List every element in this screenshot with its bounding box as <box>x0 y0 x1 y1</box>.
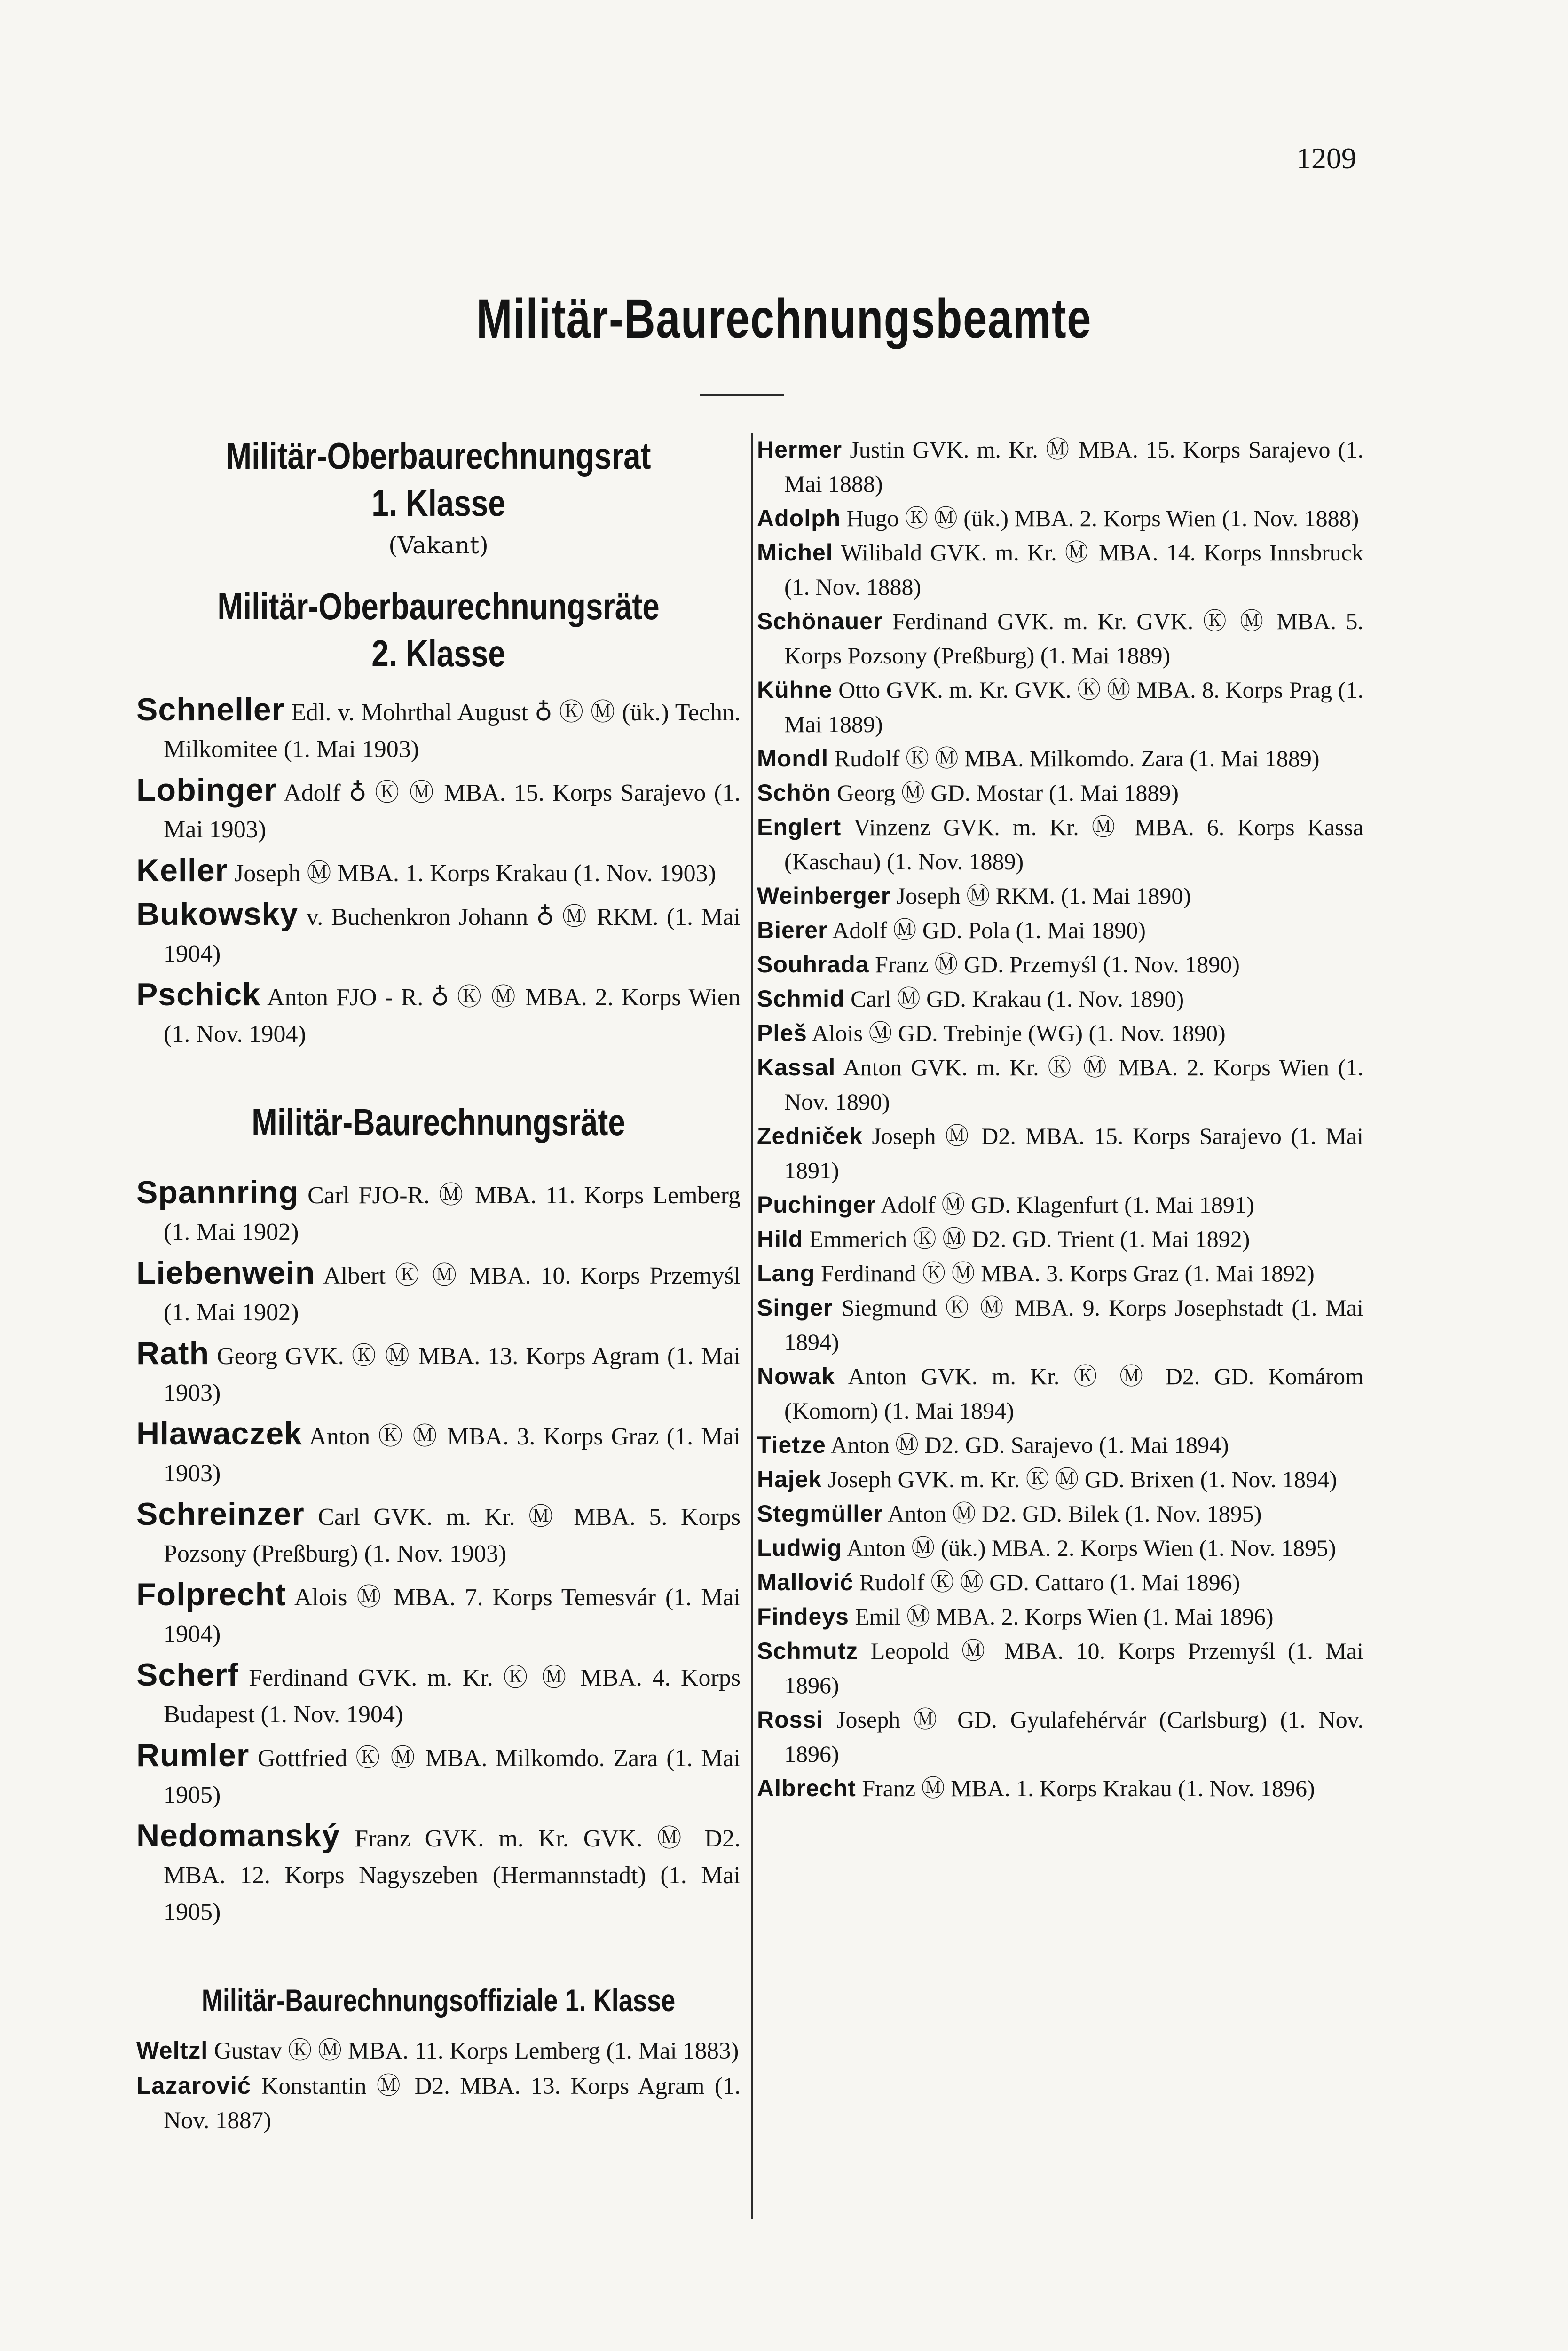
list-item <box>757 604 1363 673</box>
entry-details: Ferdinand Ⓚ Ⓜ MBA. 3. Korps Graz (1. Mai 1892) <box>815 1260 1315 1286</box>
page-title: Militär-Baurechnungsbeamte <box>476 288 1092 350</box>
entry-details: Justin GVK. m. Kr. Ⓜ MBA. 15. Korps Sarajevo (1. Mai 1888) <box>784 436 1363 497</box>
entry-details: Ferdinand GVK. m. Kr. GVK. Ⓚ Ⓜ MBA. 5. Korps Pozsony (Preßburg) (1. Mai 1889) <box>784 608 1363 669</box>
entry-details: Leopold Ⓜ MBA. 10. Korps Przemyśl (1. Mai 1896) <box>784 1638 1363 1698</box>
entry-details: Georg GVK. Ⓚ Ⓜ MBA. 13. Korps Agram (1. Mai 1903) <box>164 1343 741 1406</box>
entry-surname: Lang <box>757 1260 815 1286</box>
entry-details: Joseph Ⓜ D2. MBA. 15. Korps Sarajevo (1. Mai 1891) <box>784 1123 1363 1183</box>
entry-details: Carl GVK. m. Kr. Ⓜ MBA. 5. Korps Pozsony (Preßburg) (1. Nov. 1903) <box>164 1504 741 1567</box>
section-heading: Militär-Baurechnungsräte <box>252 1101 625 1143</box>
entry-surname: Hajek <box>757 1466 822 1492</box>
entry-surname: Bukowsky <box>136 896 299 932</box>
list-item <box>757 673 1363 742</box>
entry-details: Hugo Ⓚ Ⓜ (ük.) MBA. 2. Korps Wien (1. Nov. 1888) <box>841 505 1359 531</box>
entry-details: Konstantin Ⓜ D2. MBA. 13. Korps Agram (1. Nov. 1887) <box>164 2073 741 2134</box>
list-item <box>136 691 741 768</box>
entry-list <box>136 1174 741 1931</box>
entry-surname: Adolph <box>757 505 841 531</box>
page-number: 1209 <box>1296 142 1356 175</box>
list-item <box>757 1771 1363 1806</box>
list-item <box>136 976 741 1053</box>
section-note: (Vakant) <box>388 532 489 559</box>
list-item <box>757 776 1363 810</box>
entry-surname: Ludwig <box>757 1535 842 1561</box>
entry-details: Rudolf Ⓚ Ⓜ GD. Cattaro (1. Mai 1896) <box>853 1569 1240 1595</box>
entry-details: Gustav Ⓚ Ⓜ MBA. 11. Korps Lemberg (1. Mai 1883) <box>208 2038 739 2064</box>
entry-surname: Schmid <box>757 986 845 1012</box>
list-item <box>757 1359 1363 1428</box>
entry-details: Anton Ⓜ D2. GD. Bilek (1. Nov. 1895) <box>883 1500 1262 1527</box>
list-item <box>136 852 741 892</box>
entry-details: Joseph GVK. m. Kr. Ⓚ Ⓜ GD. Brixen (1. Nov. 1894) <box>822 1466 1337 1492</box>
list-item <box>757 1634 1363 1703</box>
entry-details: Carl Ⓜ GD. Krakau (1. Nov. 1890) <box>844 986 1184 1012</box>
entry-surname: Souhrada <box>757 951 869 978</box>
list-item <box>136 1415 741 1492</box>
entry-surname: Schreinzer <box>136 1496 305 1532</box>
entry-surname: Puchinger <box>757 1191 876 1218</box>
entry-details: Ferdinand GVK. m. Kr. Ⓚ Ⓜ MBA. 4. Korps Budapest (1. Nov. 1904) <box>164 1665 741 1728</box>
list-item <box>136 1496 741 1572</box>
list-item <box>757 1016 1363 1050</box>
entry-surname: Pschick <box>136 977 261 1012</box>
entry-details: Alois Ⓜ MBA. 7. Korps Temesvár (1. Mai 1904) <box>164 1584 741 1648</box>
list-item <box>136 2068 741 2138</box>
list-item <box>757 742 1363 776</box>
entry-details: Alois Ⓜ GD. Trebinje (WG) (1. Nov. 1890) <box>807 1020 1226 1046</box>
entry-details: Joseph Ⓜ MBA. 1. Korps Krakau (1. Nov. 1903) <box>228 860 716 887</box>
entry-details: Joseph Ⓜ RKM. (1. Mai 1890) <box>890 883 1191 909</box>
list-item <box>757 1222 1363 1256</box>
entry-details: v. Buchenkron Johann ♁ Ⓜ RKM. (1. Mai 1904) <box>164 904 741 967</box>
entry-details: Adolf Ⓜ GD. Klagenfurt (1. Mai 1891) <box>876 1191 1254 1218</box>
list-item <box>136 1174 741 1251</box>
section-heading-class: 2. Klasse <box>371 632 505 674</box>
entry-surname: Spannring <box>136 1175 299 1210</box>
list-item <box>757 1428 1363 1462</box>
entry-list <box>136 2033 741 2138</box>
list-item <box>757 947 1363 982</box>
entry-surname: Michel <box>757 539 833 566</box>
list-item <box>136 2033 741 2068</box>
list-item <box>757 982 1363 1016</box>
entry-surname: Pleš <box>757 1020 807 1046</box>
section-heading: Militär-Oberbaurechnungsrat <box>226 435 651 477</box>
entry-surname: Hild <box>757 1226 804 1252</box>
entry-surname: Schneller <box>136 692 285 727</box>
entry-details: Vinzenz GVK. m. Kr. Ⓜ MBA. 6. Korps Kassa (Kaschau) (1. Nov. 1889) <box>784 814 1363 875</box>
entry-surname: Tietze <box>757 1432 826 1458</box>
list-item <box>757 879 1363 913</box>
list-item <box>757 1600 1363 1634</box>
list-item <box>757 1256 1363 1291</box>
list-item <box>136 1737 741 1814</box>
list-item <box>136 772 741 848</box>
list-item <box>757 1497 1363 1531</box>
entry-details: Anton GVK. m. Kr. Ⓚ Ⓜ MBA. 2. Korps Wien (1. Nov. 1890) <box>784 1054 1363 1115</box>
entry-surname: Zedniček <box>757 1123 863 1149</box>
entry-surname: Rumler <box>136 1737 250 1773</box>
right-column <box>757 433 1363 1806</box>
entry-details: Siegmund Ⓚ Ⓜ MBA. 9. Korps Josephstadt (1. Mai 1894) <box>784 1294 1363 1355</box>
entry-surname: Scherf <box>136 1657 239 1693</box>
list-item <box>757 810 1363 879</box>
list-item <box>136 896 741 972</box>
left-column <box>136 433 741 2138</box>
entry-surname: Liebenwein <box>136 1255 315 1291</box>
list-item <box>757 1531 1363 1565</box>
entry-surname: Rath <box>136 1335 210 1371</box>
entry-surname: Lazarović <box>136 2072 252 2099</box>
entry-details: Otto GVK. m. Kr. GVK. Ⓚ Ⓜ MBA. 8. Korps Prag (1. Mai 1889) <box>784 677 1363 737</box>
entry-surname: Lobinger <box>136 772 277 808</box>
entry-surname: Kühne <box>757 677 833 703</box>
entry-details: Anton Ⓜ D2. GD. Sarajevo (1. Mai 1894) <box>826 1432 1229 1458</box>
list-item <box>136 1817 741 1931</box>
entry-details: Franz GVK. m. Kr. GVK. Ⓜ D2. MBA. 12. Korps Nagyszeben (Hermannstadt) (1. Mai 1905) <box>164 1825 741 1925</box>
list-item <box>757 1291 1363 1359</box>
entry-details: Adolf ♁ Ⓚ Ⓜ MBA. 15. Korps Sarajevo (1. Mai 1903) <box>164 780 741 843</box>
entry-details: Joseph Ⓜ GD. Gyulafehérvár (Carlsburg) (1. Nov. 1896) <box>784 1706 1363 1767</box>
entry-surname: Findeys <box>757 1603 849 1630</box>
list-item <box>757 1462 1363 1497</box>
entry-surname: Bierer <box>757 917 828 943</box>
entry-surname: Rossi <box>757 1706 824 1733</box>
list-item <box>136 1254 741 1331</box>
list-item <box>757 433 1363 501</box>
title-rule <box>700 394 784 396</box>
section-heading-class: 1. Klasse <box>371 482 505 524</box>
entry-details: Rudolf Ⓚ Ⓜ MBA. Milkomdo. Zara (1. Mai 1889) <box>828 745 1320 772</box>
section-heading: Militär-Oberbaurechnungsräte <box>217 585 660 627</box>
entry-details: Carl FJO-R. Ⓜ MBA. 11. Korps Lemberg (1. Mai 1902) <box>164 1182 741 1246</box>
list-item <box>136 1657 741 1733</box>
entry-surname: Mondl <box>757 745 829 772</box>
entry-details: Franz Ⓜ MBA. 1. Korps Krakau (1. Nov. 1896) <box>856 1775 1315 1801</box>
entry-surname: Folprecht <box>136 1577 286 1612</box>
entry-list <box>757 433 1363 1806</box>
entry-surname: Schön <box>757 780 831 806</box>
entry-details: Edl. v. Mohrthal August ♁ Ⓚ Ⓜ (ük.) Techn. Milkomitee (1. Mai 1903) <box>164 699 741 763</box>
entry-surname: Mallović <box>757 1569 854 1595</box>
entry-surname: Hlawaczek <box>136 1416 302 1452</box>
entry-surname: Englert <box>757 814 842 840</box>
section-heading: Militär-Baurechnungsoffiziale 1. Klasse <box>201 1983 676 2018</box>
list-item <box>757 1565 1363 1600</box>
entry-details: Franz Ⓜ GD. Przemyśl (1. Nov. 1890) <box>869 951 1240 978</box>
list-item <box>757 1050 1363 1119</box>
entry-surname: Singer <box>757 1294 833 1321</box>
entry-surname: Stegmüller <box>757 1500 883 1527</box>
entry-surname: Schmutz <box>757 1638 859 1664</box>
list-item <box>757 1703 1363 1771</box>
entry-surname: Schönauer <box>757 608 883 634</box>
entry-details: Gottfried Ⓚ Ⓜ MBA. Milkomdo. Zara (1. Mai 1905) <box>164 1745 741 1808</box>
entry-details: Anton Ⓜ (ük.) MBA. 2. Korps Wien (1. Nov. 1895) <box>842 1535 1336 1561</box>
entry-surname: Weinberger <box>757 883 891 909</box>
entry-details: Anton FJO - R. ♁ Ⓚ Ⓜ MBA. 2. Korps Wien (1. Nov. 1904) <box>164 984 741 1048</box>
column-divider <box>751 433 753 2219</box>
entry-details: Albert Ⓚ Ⓜ MBA. 10. Korps Przemyśl (1. Mai 1902) <box>164 1262 741 1326</box>
entry-surname: Nedomanský <box>136 1818 340 1854</box>
entry-surname: Albrecht <box>757 1775 856 1801</box>
entry-surname: Nowak <box>757 1363 835 1389</box>
entry-details: Anton Ⓚ Ⓜ MBA. 3. Korps Graz (1. Mai 1903) <box>164 1423 741 1487</box>
entry-surname: Keller <box>136 852 228 888</box>
entry-details: Georg Ⓜ GD. Mostar (1. Mai 1889) <box>831 780 1179 806</box>
entry-list <box>136 691 741 1053</box>
list-item <box>757 1188 1363 1222</box>
list-item <box>757 501 1363 536</box>
entry-details: Anton GVK. m. Kr. Ⓚ Ⓜ D2. GD. Komárom (Komorn) (1. Mai 1894) <box>784 1363 1363 1424</box>
entry-details: Emmerich Ⓚ Ⓜ D2. GD. Trient (1. Mai 1892) <box>803 1226 1250 1252</box>
entry-details: Emil Ⓜ MBA. 2. Korps Wien (1. Mai 1896) <box>849 1603 1274 1630</box>
list-item <box>757 536 1363 604</box>
list-item <box>136 1335 741 1412</box>
list-item <box>136 1576 741 1653</box>
entry-surname: Kassal <box>757 1054 836 1081</box>
entry-surname: Hermer <box>757 436 843 463</box>
list-item <box>757 913 1363 947</box>
entry-details: Wilibald GVK. m. Kr. Ⓜ MBA. 14. Korps Innsbruck (1. Nov. 1888) <box>784 539 1363 600</box>
entry-details: Adolf Ⓜ GD. Pola (1. Mai 1890) <box>827 917 1146 943</box>
entry-surname: Weltzl <box>136 2037 208 2064</box>
list-item <box>757 1119 1363 1188</box>
